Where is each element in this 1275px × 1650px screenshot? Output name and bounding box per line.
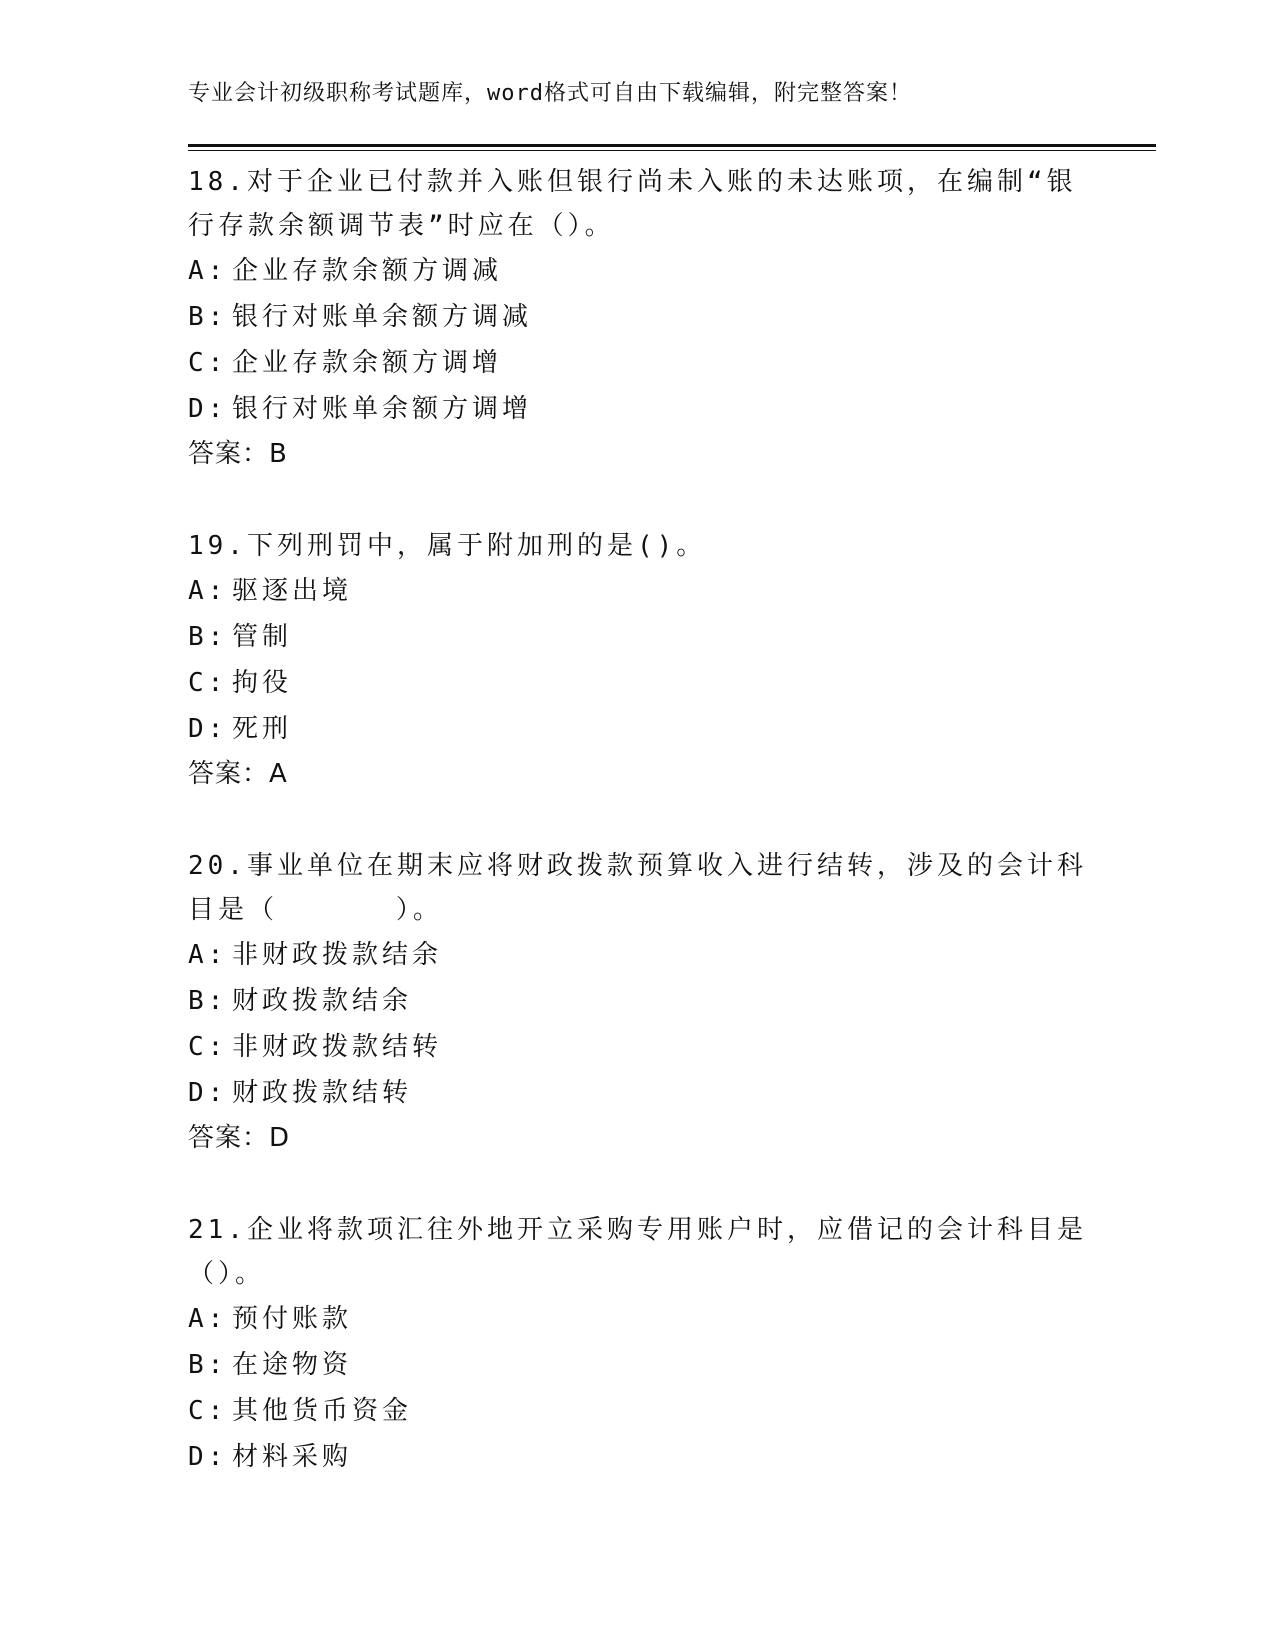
option-key: D: bbox=[188, 1078, 228, 1108]
option-text: 银行对账单余额方调减 bbox=[232, 302, 533, 332]
answer-line: 答案：B bbox=[188, 439, 288, 469]
option-text: 在途物资 bbox=[232, 1350, 353, 1380]
option-text: 企业存款余额方调增 bbox=[232, 348, 503, 378]
header-rule-thick bbox=[188, 144, 1156, 147]
answer-line: 答案：A bbox=[188, 759, 288, 789]
answer-line: 答案：D bbox=[188, 1123, 291, 1153]
option-key: D: bbox=[188, 394, 228, 424]
option-text: 财政拨款结余 bbox=[232, 986, 413, 1016]
question-list bbox=[188, 160, 1088, 1528]
option-b bbox=[188, 1342, 1088, 1388]
question-stem: 20.事业单位在期末应将财政拨款预算收入进行结转，涉及的会计科目是（ ）。 bbox=[188, 851, 1087, 925]
option-c bbox=[188, 340, 1088, 386]
option-a bbox=[188, 568, 1088, 614]
option-key: C: bbox=[188, 668, 228, 698]
option-c bbox=[188, 1388, 1088, 1434]
option-text: 财政拨款结转 bbox=[232, 1078, 413, 1108]
question-stem: 21.企业将款项汇往外地开立采购专用账户时，应借记的会计科目是（）。 bbox=[188, 1215, 1087, 1289]
question-stem: 19.下列刑罚中，属于附加刑的是()。 bbox=[188, 531, 707, 561]
question-19 bbox=[188, 524, 1088, 796]
question-18 bbox=[188, 160, 1088, 476]
option-key: C: bbox=[188, 1396, 228, 1426]
header-rule-thin bbox=[188, 150, 1156, 151]
option-key: A: bbox=[188, 256, 228, 286]
option-key: C: bbox=[188, 348, 228, 378]
option-text: 非财政拨款结转 bbox=[232, 1032, 443, 1062]
question-20 bbox=[188, 844, 1088, 1160]
option-d bbox=[188, 386, 1088, 432]
option-a bbox=[188, 932, 1088, 978]
option-d bbox=[188, 1070, 1088, 1116]
option-b bbox=[188, 978, 1088, 1024]
option-key: B: bbox=[188, 302, 228, 332]
option-d bbox=[188, 706, 1088, 752]
option-b bbox=[188, 294, 1088, 340]
option-a bbox=[188, 248, 1088, 294]
option-c bbox=[188, 1024, 1088, 1070]
option-b bbox=[188, 614, 1088, 660]
question-21 bbox=[188, 1208, 1088, 1480]
option-key: B: bbox=[188, 622, 228, 652]
option-text: 其他货币资金 bbox=[232, 1396, 413, 1426]
option-text: 预付账款 bbox=[232, 1304, 353, 1334]
question-stem: 18.对于企业已付款并入账但银行尚未入账的未达账项，在编制“银行存款余额调节表”时应在（）。 bbox=[188, 167, 1077, 241]
option-key: B: bbox=[188, 1350, 228, 1380]
option-text: 非财政拨款结余 bbox=[232, 940, 443, 970]
option-d bbox=[188, 1434, 1088, 1480]
option-text: 企业存款余额方调减 bbox=[232, 256, 503, 286]
option-text: 拘役 bbox=[232, 668, 293, 698]
option-text: 死刑 bbox=[232, 714, 293, 744]
option-c bbox=[188, 660, 1088, 706]
option-key: A: bbox=[188, 1304, 228, 1334]
option-key: B: bbox=[188, 986, 228, 1016]
option-key: D: bbox=[188, 714, 228, 744]
option-text: 管制 bbox=[232, 622, 293, 652]
option-key: A: bbox=[188, 576, 228, 606]
option-key: C: bbox=[188, 1032, 228, 1062]
option-key: A: bbox=[188, 940, 228, 970]
option-text: 材料采购 bbox=[232, 1442, 353, 1472]
option-text: 驱逐出境 bbox=[232, 576, 353, 606]
option-text: 银行对账单余额方调增 bbox=[232, 394, 533, 424]
page-header: 专业会计初级职称考试题库，word格式可自由下载编辑，附完整答案！ bbox=[188, 81, 912, 106]
option-a bbox=[188, 1296, 1088, 1342]
option-key: D: bbox=[188, 1442, 228, 1472]
